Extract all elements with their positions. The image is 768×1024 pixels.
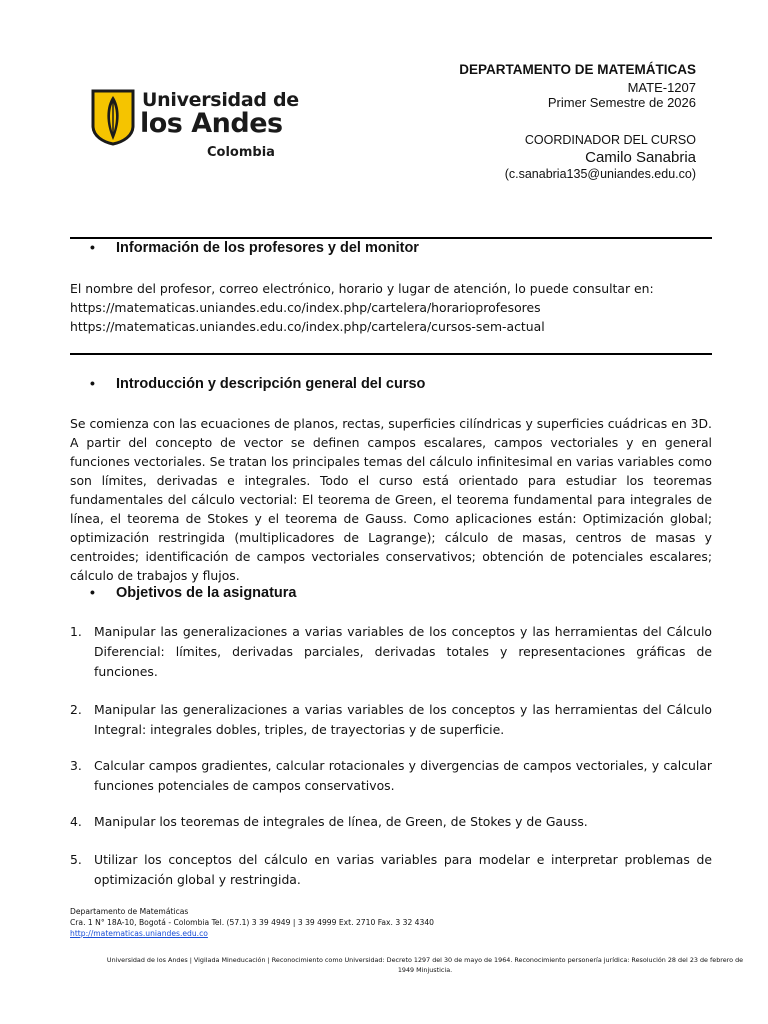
course-code: MATE-1207 <box>627 80 696 95</box>
coordinator-name: Camilo Sanabria <box>585 149 696 166</box>
list-number: 5. <box>70 852 82 867</box>
list-number: 3. <box>70 758 82 773</box>
professors-text <box>70 279 712 336</box>
bullet: • <box>90 584 95 600</box>
divider <box>70 353 712 355</box>
section-title-objectives: • Objetivos de la asignatura <box>70 584 297 601</box>
list-item <box>70 700 712 740</box>
footer-contact: Cra. 1 N° 18A-10, Bogotá - Colombia Tel. (57.1) 3 39 4949 | 3 39 4999 Ext. 2710 Fax. 3 32 4340 <box>70 918 435 927</box>
list-text: Manipular las generalizaciones a varias variables de los conceptos y las herramientas del Cálculo Diferencial: límites, derivadas parciales, derivadas totales y representaciones gráficas de funciones. <box>94 624 712 679</box>
list-number: 2. <box>70 702 82 717</box>
coordinator-email[interactable]: (c.sanabria135@uniandes.edu.co) <box>504 167 696 181</box>
list-number: 1. <box>70 624 82 639</box>
intro-paragraph: Se comienza con las ecuaciones de planos, rectas, superficies cilíndricas y superficies cuádricas en 3D. A partir del concepto de vector se definen campos escalares, campos vectoriales y en general funciones vectoriales. Se tratan los principales temas del cálculo infinitesimal en varias variables como son límites, derivadas e integrales. Todo el curso está orientado para estudiar los teoremas fundamentales del cálculo vectorial: El teorema de Green, el teorema fundamental para integrales de línea, el teorema de Stokes y el teorema de Gauss. Como aplicaciones están: Optimización global; optimización restringida (multiplicadores de Lagrange); cálculo de masas, centros de masas y centroides; identificación de campos vectoriales conservativos; obtención de potenciales escalares; cálculo de trabajos y flujos. <box>70 416 712 583</box>
list-text: Calcular campos gradientes, calcular rotacionales y divergencias de campos vectoriales, y calcular funciones potenciales de campos conservativos. <box>94 758 712 793</box>
footer-link[interactable]: http://matematicas.uniandes.edu.co <box>70 929 208 938</box>
footer-dept: Departamento de Matemáticas <box>70 907 189 916</box>
list-text: Manipular las generalizaciones a varias variables de los conceptos y las herramientas del Cálculo Integral: integrales dobles, triples, de trayectorias y de superficie. <box>94 702 712 737</box>
professors-line: El nombre del profesor, correo electrónico, horario y lugar de atención, lo puede consultar en: <box>70 281 654 296</box>
list-number: 4. <box>70 814 82 829</box>
bullet: • <box>90 239 95 255</box>
semester: Primer Semestre de 2026 <box>547 95 696 110</box>
coordinator-label: COORDINADOR DEL CURSO <box>524 133 696 147</box>
professors-link[interactable]: https://matematicas.uniandes.edu.co/index.php/cartelera/cursos-sem-actual <box>70 319 545 334</box>
list-item <box>70 756 712 796</box>
objectives-list <box>70 622 712 890</box>
section-title-intro: • Introducción y descripción general del curso <box>70 375 425 392</box>
section-title-professors: • Información de los profesores y del monitor <box>70 239 419 256</box>
list-text: Manipular los teoremas de integrales de línea, de Green, de Stokes y de Gauss. <box>94 814 588 829</box>
bullet: • <box>90 375 95 391</box>
list-text: Utilizar los conceptos del cálculo en varias variables para modelar e interpretar problemas de optimización global y restringida. <box>94 852 712 887</box>
list-item <box>70 850 712 890</box>
logo-line-1: Universidad de <box>142 89 299 111</box>
footer-legal: Universidad de los Andes | Vigilada Mineducación | Reconocimiento como Universidad: Decreto 1297 del 30 de mayo de 1964. Reconocimiento personería jurídica: Resolución 28 del 23 de febrero de 1949 Minjusticia. <box>106 956 744 974</box>
logo-line-3: Colombia <box>207 145 275 160</box>
department-name: DEPARTAMENTO DE MATEMÁTICAS <box>459 62 696 77</box>
logo-line-2: los Andes <box>140 108 283 139</box>
list-item <box>70 812 712 832</box>
list-item <box>70 622 712 682</box>
professors-link[interactable]: https://matematicas.uniandes.edu.co/index.php/cartelera/horarioprofesores <box>70 300 541 315</box>
university-logo <box>90 88 136 146</box>
footer-address <box>70 906 434 939</box>
